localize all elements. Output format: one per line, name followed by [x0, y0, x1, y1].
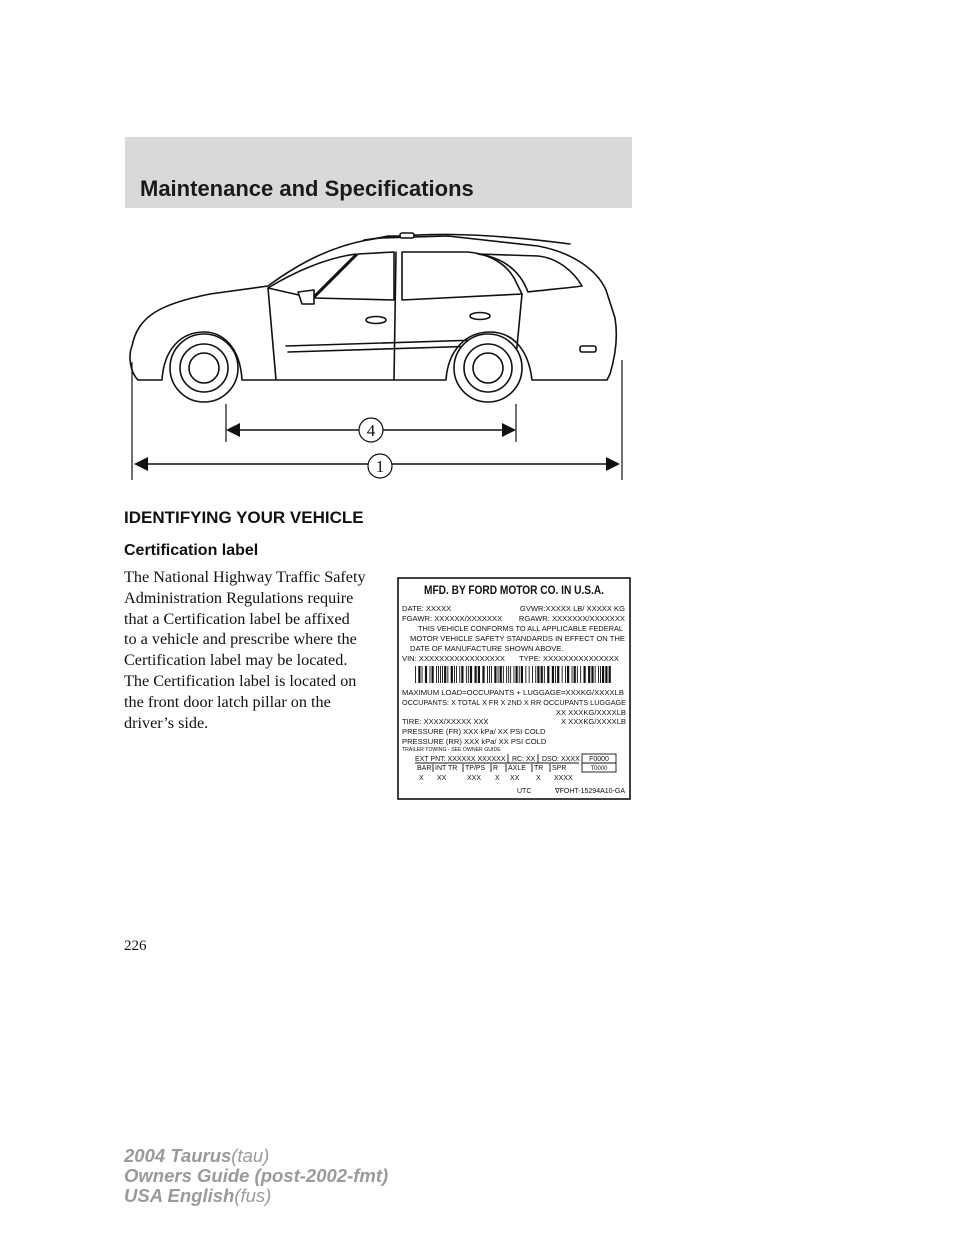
certification-label-illustration [397, 577, 631, 800]
label-box-bottom: T0000 [590, 766, 608, 772]
label-code-value: X [495, 775, 500, 782]
dimension-label-1: 1 [375, 457, 385, 476]
label-code-value: X [536, 775, 541, 782]
section-heading: IDENTIFYING YOUR VEHICLE [124, 508, 364, 527]
barcode-bar [466, 666, 467, 683]
barcode-bar [436, 666, 437, 683]
page-number: 226 [124, 938, 147, 954]
paragraph-line: The Certification label is located on [124, 671, 357, 690]
barcode-bar [525, 666, 526, 683]
barcode-bar [459, 666, 460, 683]
label-code-header: SPR [552, 765, 567, 772]
barcode-bar [544, 666, 545, 683]
barcode-bar [574, 666, 576, 683]
barcode-bar [482, 666, 484, 683]
document-footer [124, 1146, 388, 1206]
label-utc: UTC [517, 788, 532, 795]
barcode-bar [572, 666, 573, 683]
barcode-bar [440, 666, 441, 683]
label-code-value: XXXX [554, 775, 573, 782]
subsection-heading: Certification label [124, 542, 259, 559]
barcode-bar [498, 666, 499, 683]
barcode-bar [532, 666, 533, 683]
front-door-handle [366, 317, 386, 324]
label-code-value: XXX [467, 775, 482, 782]
barcode-bar [438, 666, 439, 683]
dimension-line-wheelbase [226, 418, 516, 442]
label-gvwr: GVWR:XXXXX LB/ XXXXX KG [519, 604, 625, 613]
barcode-bar [591, 666, 593, 683]
barcode-bar [447, 666, 448, 683]
label-box-top: F0000 [589, 756, 609, 763]
barcode-bar [537, 666, 539, 683]
barcode-bar [600, 666, 601, 683]
label-rc: RC: XX [512, 756, 536, 763]
label-conform-3: DATE OF MANUFACTURE SHOWN ABOVE. [410, 644, 564, 653]
label-occupant-values: XX XXXKG/XXXXLB [555, 708, 626, 717]
label-code-header: TP/PS [465, 765, 486, 772]
barcode-bar [494, 666, 496, 683]
footer-line-guide [124, 1166, 388, 1186]
body-paragraph [124, 567, 386, 733]
rear-door-handle [470, 313, 490, 320]
paragraph-line: that a Certification label be affixed [124, 609, 350, 628]
barcode-bar [510, 666, 511, 683]
dimension-line-overall-length [134, 454, 620, 478]
label-occupants: OCCUPANTS: X TOTAL X FR X 2ND X RR OCCUPANTS LUGGAGE [402, 698, 626, 707]
label-date: DATE: XXXXX [402, 604, 452, 613]
barcode-bar [491, 666, 492, 683]
barcode-bar [468, 666, 469, 683]
label-type: TYPE: XXXXXXXXXXXXXXX [518, 654, 619, 663]
barcode-bar [454, 666, 455, 683]
barcode-bar [470, 666, 472, 683]
barcode-bar [584, 666, 586, 683]
label-code-header: TR [534, 765, 544, 772]
footer-model-code: (tau) [231, 1145, 270, 1166]
label-max-load: MAXIMUM LOAD=OCCUPANTS + LUGGAGE=XXXKG/XXXXLB [402, 688, 624, 697]
label-tire-values: X XXXKG/XXXXLB [561, 717, 626, 726]
paragraph-line: Certification label may be located. [124, 651, 348, 670]
footer-model: 2004 Taurus [124, 1145, 232, 1166]
paragraph-line: to a vehicle and prescribe where the [124, 630, 357, 649]
paragraph-line: Administration Regulations require [124, 588, 354, 607]
label-code-value: XX [437, 775, 447, 782]
barcode-bar [506, 666, 507, 683]
barcode-bar [451, 666, 453, 683]
barcode-bar [508, 666, 509, 683]
label-pressure-front: PRESSURE (FR) XXX kPa/ XX PSI COLD [402, 727, 546, 736]
vehicle-side-view-illustration [118, 228, 638, 493]
barcode-bar [456, 666, 457, 683]
paragraph-line: driver’s side. [124, 713, 209, 732]
footer-language-code: (fus) [234, 1185, 272, 1206]
label-figure-code: ∇FOHT-15294A10-GA [554, 788, 625, 795]
barcode-bar [567, 666, 569, 683]
barcode-bar [475, 666, 477, 683]
label-code-header: AXLE [508, 765, 526, 772]
barcode-bar [577, 666, 578, 683]
barcode-bar [541, 666, 543, 683]
barcode-bar [422, 666, 423, 683]
barcode-bar [565, 666, 566, 683]
barcode-bar [535, 666, 536, 683]
barcode-bar [503, 666, 504, 683]
label-code-header: R [493, 765, 499, 772]
barcode-bar [432, 666, 434, 683]
dimension-label-4: 4 [366, 421, 376, 440]
label-fgawr: FGAWR: XXXXXX/XXXXXXX [402, 614, 503, 623]
label-code-value: X [419, 775, 424, 782]
barcode-bar [418, 666, 420, 683]
roof-rack-mount [400, 233, 414, 238]
barcode-bar [444, 666, 446, 683]
tail-light [580, 346, 596, 352]
label-rgawr: RGAWR: XXXXXXX/XXXXXXX [518, 614, 625, 623]
barcode-bar [580, 666, 581, 683]
barcode-bar [547, 666, 549, 683]
barcode-bar [605, 666, 607, 683]
label-code-value: XX [510, 775, 520, 782]
barcode-bar [461, 666, 463, 683]
paragraph-line: The National Highway Traffic Safety [124, 568, 366, 586]
barcode-bar [519, 666, 520, 683]
label-tire: TIRE: XXXX/XXXXX XXX [402, 717, 489, 726]
barcode-bar [602, 666, 604, 683]
label-dso: DSO: XXXX [542, 756, 580, 763]
footer-language: USA English [124, 1185, 235, 1206]
barcode-bar [478, 666, 480, 683]
barcode-bar [500, 666, 502, 683]
page-title: Maintenance and Specifications [140, 176, 474, 201]
barcode-bar [514, 666, 515, 683]
label-ext-paint: EXT PNT: XXXXXX XXXXXX [415, 756, 506, 763]
label-title: MFD. BY FORD MOTOR CO. IN U.S.A. [424, 585, 604, 597]
barcode-bar [609, 666, 611, 683]
barcode-bar [562, 666, 563, 683]
barcode-bar [516, 666, 518, 683]
paragraph-line: the front door latch pillar on the [124, 692, 331, 711]
barcode-bar [595, 666, 596, 683]
barcode-bar [442, 666, 443, 683]
label-code-header: INT TR [435, 765, 458, 772]
barcode-bar [415, 666, 416, 683]
barcode-bar [529, 666, 530, 683]
barcode-bar [555, 666, 556, 683]
label-conform-2: MOTOR VEHICLE SAFETY STANDARDS IN EFFECT ON THE [410, 634, 625, 643]
barcode-bar [552, 666, 554, 683]
barcode-bar [521, 666, 523, 683]
label-code-header: BAR [417, 765, 432, 772]
barcode-bar [430, 666, 431, 683]
barcode-bar [588, 666, 590, 683]
footer-line-language [124, 1186, 388, 1206]
barcode-bar [598, 666, 599, 683]
barcode-bar [425, 666, 427, 683]
barcode-bar [489, 666, 490, 683]
barcode-bar [557, 666, 559, 683]
footer-guide: Owners Guide (post-2002-fmt) [124, 1165, 389, 1186]
label-trailer-note: TRAILER TOWING - SEE OWNER GUIDE [402, 747, 501, 753]
label-pressure-rear: PRESSURE (RR) XXX kPa/ XX PSI COLD [402, 737, 547, 746]
label-conform-1: THIS VEHICLE CONFORMS TO ALL APPLICABLE FEDERAL [418, 624, 623, 633]
label-vin: VIN: XXXXXXXXXXXXXXXXX [402, 654, 505, 663]
footer-line-model [124, 1146, 388, 1166]
barcode-bar [487, 666, 488, 683]
